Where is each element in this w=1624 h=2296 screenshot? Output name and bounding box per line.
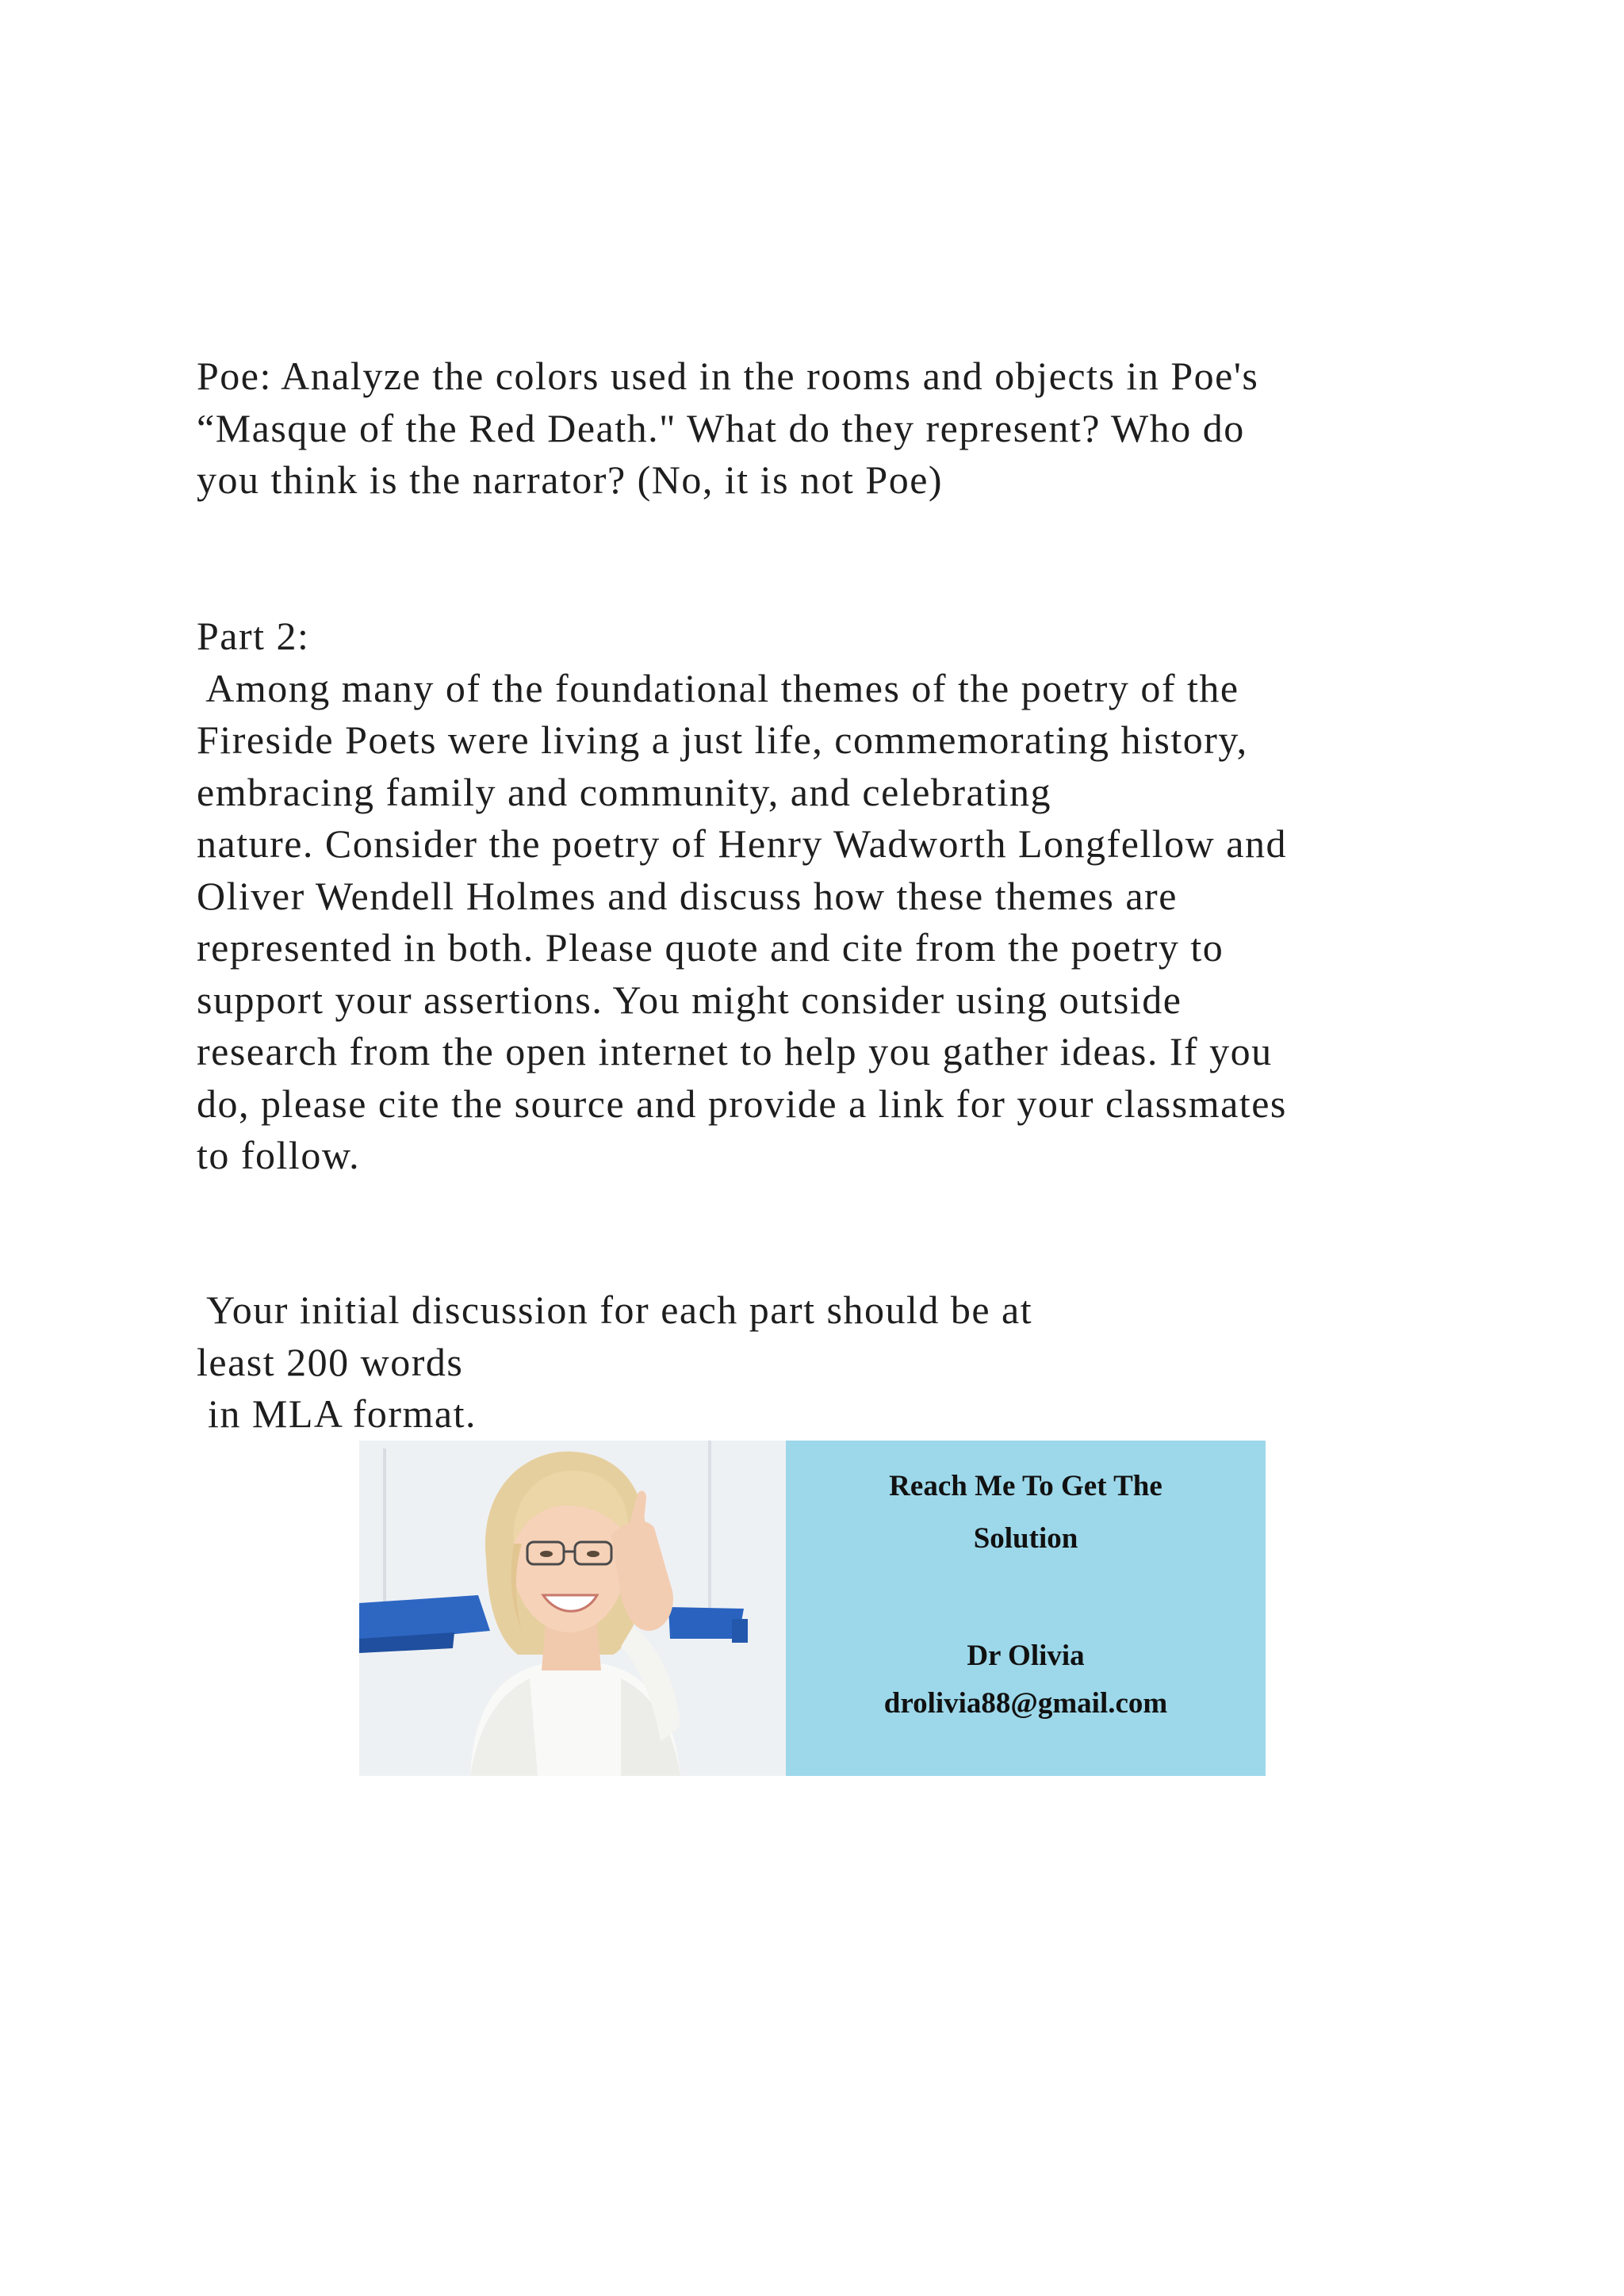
instructions-line: least 200 words [197, 1339, 464, 1384]
tutor-photo [359, 1441, 786, 1776]
question-1-paragraph [197, 350, 1481, 507]
instructions-line: Your initial discussion for each part should be at [197, 1288, 1033, 1332]
part-2-line: research from the open internet to help you gather ideas. If you [197, 1029, 1273, 1073]
question-1-line: Poe: Analyze the colors used in the rooms and objects in Poe's [197, 354, 1259, 398]
instructions-paragraph [197, 1284, 1481, 1441]
part-2-line: embracing family and community, and celebrating [197, 769, 1052, 814]
part-2-line: nature. Consider the poetry of Henry Wadworth Longfellow and [197, 821, 1287, 866]
contact-banner [359, 1441, 1266, 1776]
contact-name: Dr Olivia [967, 1640, 1085, 1672]
question-1-line: “Masque of the Red Death." What do they represent? Who do [197, 405, 1245, 450]
part-2-heading: Part 2: [197, 614, 310, 658]
contact-email: drolivia88@gmail.com [883, 1687, 1168, 1720]
part-2-line: Among many of the foundational themes of the poetry of the [197, 665, 1239, 710]
question-1-line: you think is the narrator? (No, it is not Poe) [197, 457, 944, 502]
banner-heading-line-2: Solution [973, 1522, 1078, 1555]
part-2-line: support your assertions. You might consider using outside [197, 977, 1182, 1022]
contact-info-panel [786, 1441, 1266, 1776]
banner-heading-line-1: Reach Me To Get The [889, 1470, 1162, 1502]
instructions-line: in MLA format. [197, 1391, 477, 1436]
part-2-line: do, please cite the source and provide a link for your classmates [197, 1081, 1287, 1126]
part-2-line: represented in both. Please quote and cite from the poetry to [197, 925, 1224, 970]
part-2-section [197, 610, 1481, 1182]
part-2-line: Fireside Poets were living a just life, commemorating history, [197, 718, 1248, 762]
part-2-line: to follow. [197, 1133, 361, 1177]
part-2-line: Oliver Wendell Holmes and discuss how these themes are [197, 873, 1178, 918]
